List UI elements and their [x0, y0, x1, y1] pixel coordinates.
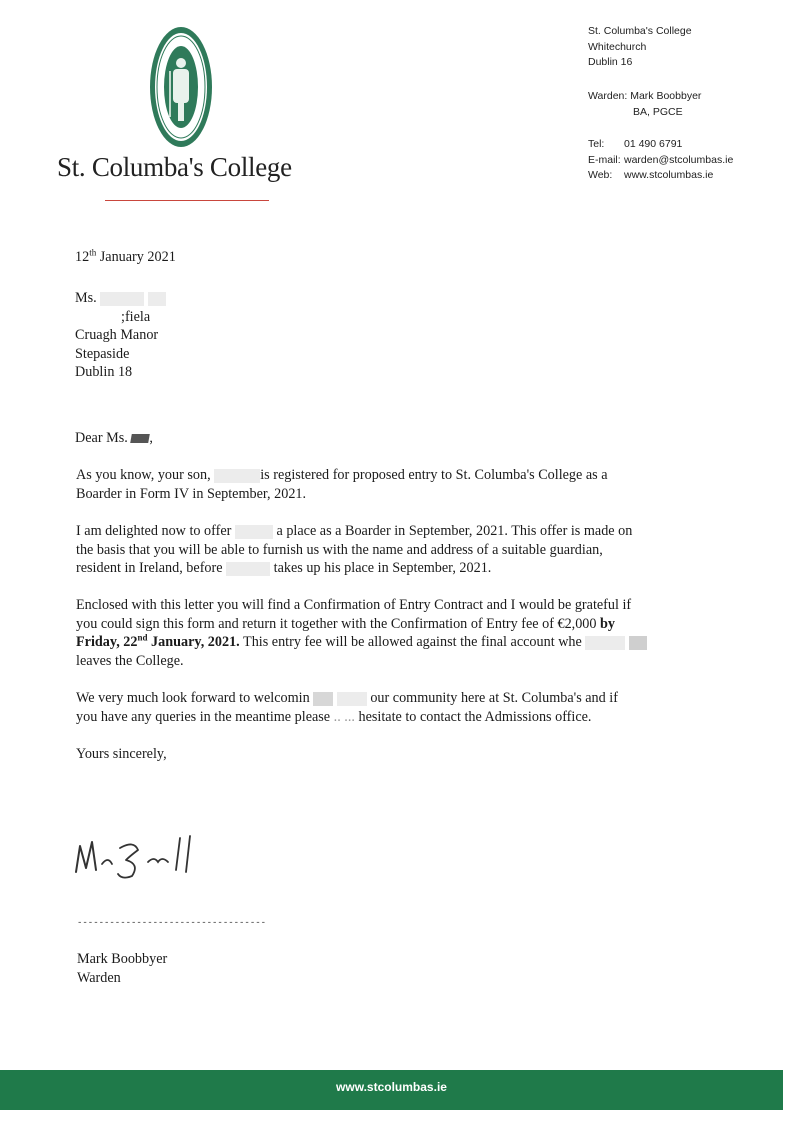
- contact-tel: [588, 137, 733, 153]
- redaction: [585, 636, 625, 650]
- redaction: [131, 434, 151, 443]
- contact-details: [588, 137, 733, 184]
- warden-label: Warden:: [588, 90, 628, 102]
- signer-block: [77, 950, 167, 987]
- contact-web: [588, 168, 733, 184]
- handwritten-signature: [72, 828, 222, 880]
- redaction: [337, 692, 367, 706]
- contact-label: Web:: [588, 169, 613, 181]
- warden-qualifications: BA, PGCE: [633, 105, 683, 118]
- college-name: St. Columba's College: [57, 152, 292, 182]
- recipient-title: Ms.: [75, 290, 97, 306]
- redaction: [313, 692, 333, 706]
- closing: Yours sincerely,: [76, 746, 167, 762]
- redaction: [235, 525, 273, 539]
- contact-label: E-mail:: [588, 153, 621, 166]
- contact-label: Tel:: [588, 138, 605, 150]
- signer-title: Warden: [77, 969, 121, 986]
- redaction: [214, 469, 260, 483]
- college-address: [588, 24, 692, 71]
- paragraph-3: Enclosed with this letter you will find a Confirmation of Entry Contract and I would be grateful if you could sign this form and return it together with the Confirmation of Entry fee of €2,000 by Friday, 22nd January, 2021. This entry fee will be allowed against the final account whe leaves the College.: [76, 596, 647, 670]
- salutation: Dear Ms. ,: [75, 430, 153, 446]
- contact-value: www.stcolumbas.ie: [624, 169, 714, 181]
- letter-date: 12th January 2021: [75, 247, 176, 265]
- contact-value: warden@stcolumbas.ie: [624, 153, 734, 166]
- warden-info: [588, 89, 701, 120]
- address-line: St. Columba's College: [588, 25, 692, 37]
- address-line: Whitechurch: [588, 40, 647, 53]
- redaction: [148, 292, 166, 306]
- title-underline: [105, 200, 269, 201]
- signer-name: Mark Boobbyer: [77, 951, 168, 967]
- signature-line: -----------------------------------: [77, 918, 267, 928]
- recipient-line: ;fiela: [121, 308, 151, 325]
- college-crest-icon: [148, 25, 214, 149]
- recipient-line: Dublin 18: [75, 364, 133, 380]
- paragraph-1: As you know, your son, is registered for proposed entry to St. Columba's College as a Boarder in Form IV in September, 2021.: [76, 467, 608, 502]
- redaction: [226, 562, 270, 576]
- paragraph-4: We very much look forward to welcomin our community here at St. Columba's and if you have any queries in the meantime please .. ... hesitate to contact the Admissions office.: [76, 690, 618, 725]
- recipient-line: Stepaside: [75, 345, 130, 362]
- redaction: [629, 636, 647, 650]
- warden-name: Mark Boobbyer: [630, 90, 702, 102]
- recipient-address: [75, 289, 166, 382]
- recipient-line: Cruagh Manor: [75, 327, 159, 343]
- address-line: Dublin 16: [588, 56, 633, 68]
- footer-website: www.stcolumbas.ie: [336, 1080, 447, 1094]
- contact-email: [588, 153, 733, 169]
- paragraph-2: I am delighted now to offer a place as a Boarder in September, 2021. This offer is made on the basis that you will be able to furnish us with the name and address of a suitable guardian, resident in Ireland, before takes up his place in September, 2021.: [76, 523, 633, 576]
- contact-value: 01 490 6791: [624, 138, 683, 150]
- redaction: [100, 292, 144, 306]
